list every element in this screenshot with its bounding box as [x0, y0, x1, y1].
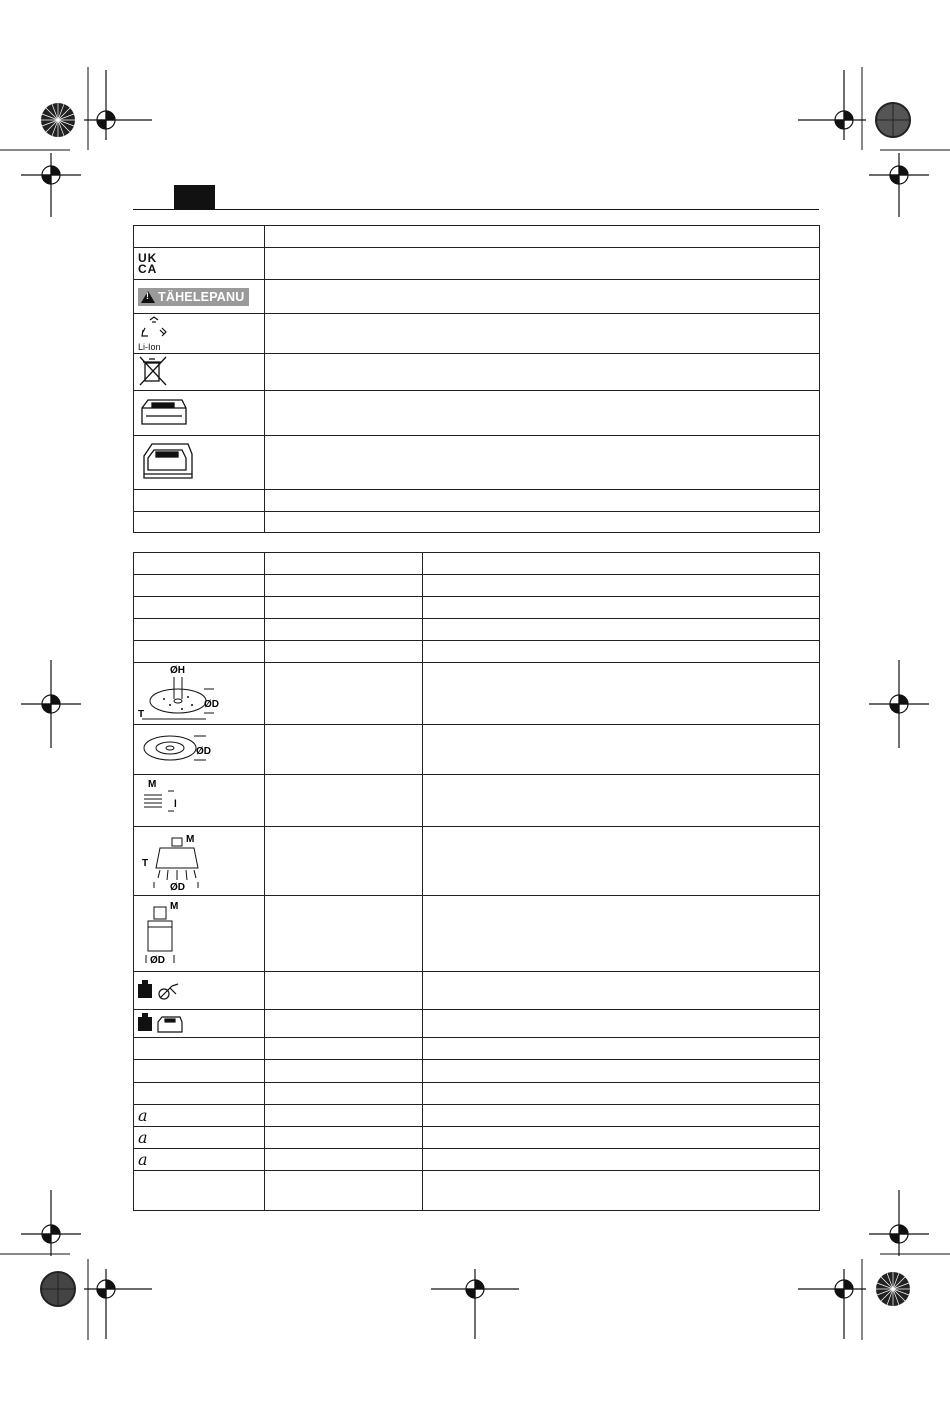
table-row [134, 575, 820, 597]
dimension-label-od: ØD [170, 881, 185, 892]
table-row [134, 725, 820, 775]
table-cell [134, 354, 265, 391]
weight-icon [138, 984, 152, 998]
table-cell [423, 1105, 820, 1127]
table-cell [423, 896, 820, 972]
table-cell [265, 1105, 423, 1127]
table-row [134, 1127, 820, 1149]
table-cell [265, 1038, 423, 1060]
table-cell [265, 1171, 423, 1211]
warning-triangle-icon [141, 291, 155, 303]
table-row [134, 1060, 820, 1083]
table-cell [265, 896, 423, 972]
dimension-label-m: M [170, 901, 179, 912]
table-row [134, 1083, 820, 1105]
dimension-label-l: l [174, 799, 177, 810]
table-cell [265, 725, 423, 775]
language-tab [174, 185, 215, 209]
color-sunburst-icon [876, 103, 910, 137]
table-cell [265, 972, 423, 1010]
table-cell [265, 436, 820, 490]
table-cell [265, 597, 423, 619]
table-cell [134, 597, 265, 619]
table-cell [134, 725, 265, 775]
table-cell [423, 1149, 820, 1171]
table-cell [134, 827, 265, 896]
weight-icon [138, 1017, 152, 1031]
battery-pack-icon [138, 394, 190, 430]
table-cell [423, 553, 820, 575]
symbols-table [133, 225, 820, 533]
table-row [134, 553, 820, 575]
register-target-icon [431, 1269, 519, 1339]
spindle-thread-icon [138, 777, 198, 821]
table-row [134, 248, 820, 280]
table-cell [134, 1038, 265, 1060]
table-cell [134, 248, 265, 280]
table-cell [423, 1083, 820, 1105]
table-cell [265, 512, 820, 533]
table-row [134, 972, 820, 1010]
table-cell [265, 490, 820, 512]
table-row [134, 280, 820, 314]
table-row [134, 354, 820, 391]
table-cell [134, 1083, 265, 1105]
table-row [134, 827, 820, 896]
table-row [134, 1171, 820, 1211]
table-cell [134, 663, 265, 725]
register-target-icon [869, 153, 929, 217]
dimension-label-t: T [142, 857, 149, 869]
table-cell [134, 1105, 265, 1127]
table-cell [423, 619, 820, 641]
table-row [134, 775, 820, 827]
table-cell [423, 597, 820, 619]
table-row [134, 1038, 820, 1060]
table-cell [134, 972, 265, 1010]
table-cell [265, 575, 423, 597]
table-cell [423, 725, 820, 775]
battery-pack-icon [156, 1014, 184, 1034]
crossed-bin-icon [138, 355, 168, 387]
dimension-label-m: M [148, 779, 157, 790]
table-row [134, 1010, 820, 1038]
table-row [134, 436, 820, 490]
table-row [134, 641, 820, 663]
table-cell [134, 512, 265, 533]
warning-badge-label: TÄHELEPANU [158, 289, 245, 304]
table-cell [134, 1171, 265, 1211]
table-cell [265, 280, 820, 314]
table-cell [423, 827, 820, 896]
table-cell [134, 490, 265, 512]
table-cell [265, 226, 820, 248]
register-target-icon [21, 153, 81, 217]
table-cell [134, 436, 265, 490]
register-target-icon [84, 1269, 152, 1339]
color-sunburst-icon [41, 103, 75, 137]
table-cell [265, 1010, 423, 1038]
ukca-mark-icon [138, 250, 260, 276]
table-cell [265, 619, 423, 641]
table-cell [265, 1060, 423, 1083]
table-cell [134, 896, 265, 972]
alpha-symbol-icon: a [138, 1128, 148, 1147]
table-cell [134, 575, 265, 597]
table-cell [134, 280, 265, 314]
table-cell [423, 1010, 820, 1038]
table-row [134, 663, 820, 725]
table-cell [134, 1149, 265, 1171]
table-cell [423, 972, 820, 1010]
header-rule [133, 209, 819, 210]
table-cell [265, 314, 820, 354]
table-cell [423, 1171, 820, 1211]
ukca-mark-bottom: CA [138, 261, 158, 276]
table-row [134, 896, 820, 972]
li-ion-caption: Li-Ion [138, 341, 161, 352]
alpha-symbol-icon: a [138, 1150, 148, 1169]
register-target-icon [21, 1190, 81, 1256]
technical-data-table [133, 552, 820, 1211]
dimension-label-od: ØD [204, 699, 219, 710]
table-row [134, 1105, 820, 1127]
table-row [134, 490, 820, 512]
register-target-icon [84, 70, 152, 140]
table-cell [423, 1060, 820, 1083]
core-bit-dimensions-icon [138, 897, 208, 967]
table-cell [134, 226, 265, 248]
table-cell [134, 1127, 265, 1149]
table-cell [423, 775, 820, 827]
table-row [134, 619, 820, 641]
table-row [134, 597, 820, 619]
table-cell [423, 575, 820, 597]
table-cell [265, 827, 423, 896]
register-target-icon [869, 1190, 929, 1256]
table-row [134, 1149, 820, 1171]
table-cell [265, 1083, 423, 1105]
ukca-mark-top: UK [138, 250, 158, 265]
table-cell [134, 391, 265, 436]
table-row [134, 512, 820, 533]
warning-badge-icon [138, 288, 249, 306]
table-cell [265, 553, 423, 575]
table-cell [265, 354, 820, 391]
color-sunburst-icon [41, 1272, 75, 1306]
dimension-label-od: ØD [196, 746, 211, 757]
alpha-symbol-icon: a [138, 1106, 148, 1125]
register-target-icon [798, 70, 866, 140]
dimension-label-t: T [138, 709, 145, 720]
table-cell [423, 1127, 820, 1149]
table-cell [265, 248, 820, 280]
table-row [134, 391, 820, 436]
register-target-icon [21, 660, 81, 748]
weight-battery-icon [138, 1014, 260, 1034]
table-cell [265, 641, 423, 663]
grinding-disc-dimensions-icon [138, 663, 248, 721]
register-target-icon [798, 1269, 866, 1339]
register-target-icon [869, 660, 929, 748]
dimension-label-m: M [186, 833, 195, 845]
table-cell [134, 1010, 265, 1038]
color-sunburst-icon [876, 1272, 910, 1306]
table-row [134, 314, 820, 354]
table-row [134, 226, 820, 248]
dimension-label-od: ØD [150, 955, 165, 966]
table-cell [134, 553, 265, 575]
table-cell [134, 775, 265, 827]
backing-pad-dimensions-icon [138, 726, 238, 770]
table-cell [423, 1038, 820, 1060]
dimension-label-oh: ØH [170, 665, 185, 676]
table-cell [134, 1060, 265, 1083]
table-cell [265, 1149, 423, 1171]
table-cell [265, 663, 423, 725]
table-cell [423, 663, 820, 725]
table-cell [423, 641, 820, 663]
li-ion-recycle-icon [138, 316, 260, 352]
table-cell [265, 391, 820, 436]
charger-icon [138, 438, 196, 484]
table-cell [134, 641, 265, 663]
weight-tool-icon [138, 980, 260, 1002]
table-cell [134, 314, 265, 354]
recycle-arrows-icon [138, 316, 172, 340]
angle-grinder-icon [156, 980, 182, 1002]
cup-brush-dimensions-icon [138, 828, 218, 892]
table-cell [265, 1127, 423, 1149]
table-cell [265, 775, 423, 827]
table-cell [134, 619, 265, 641]
